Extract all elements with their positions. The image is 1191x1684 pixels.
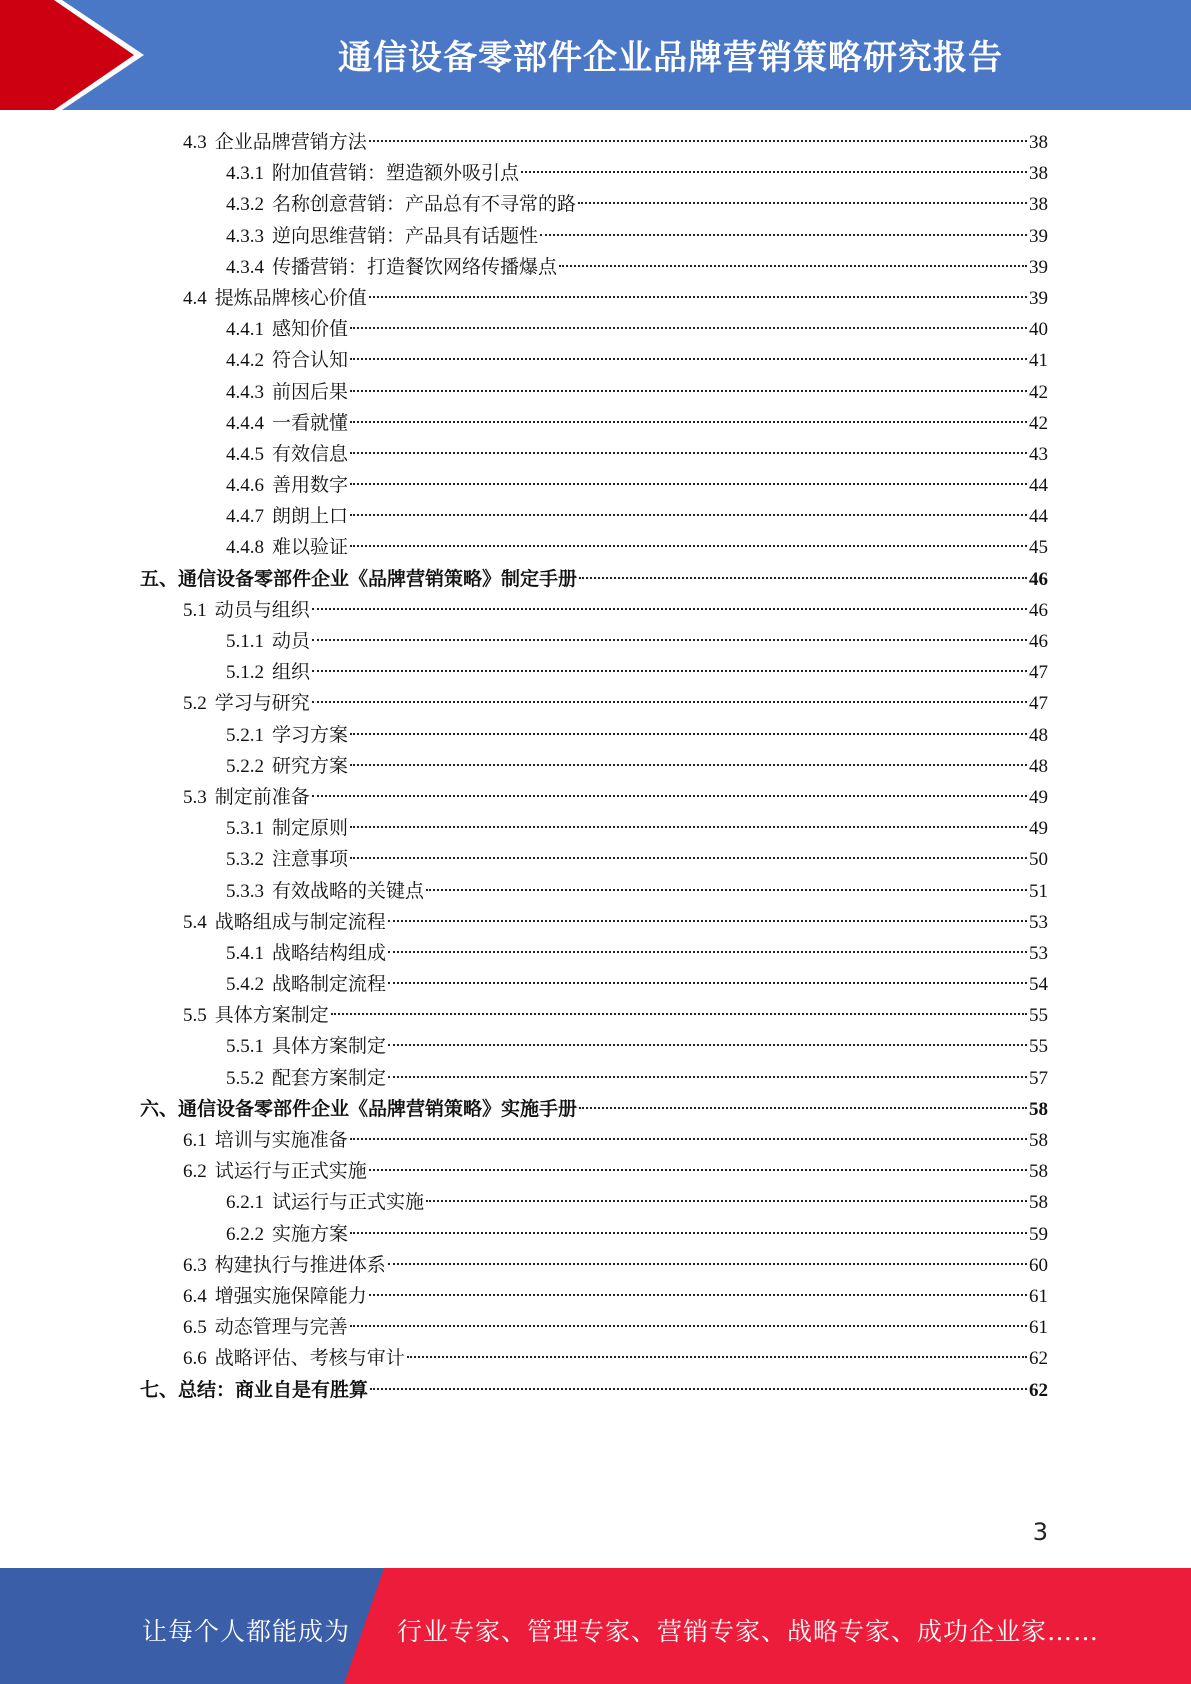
toc-entry-title: 动员与组织 <box>214 599 310 621</box>
toc-entry-heading <box>226 470 348 501</box>
toc-entry-page: 40 <box>1029 319 1048 341</box>
toc-dot-leader <box>312 795 1027 797</box>
toc-entry-heading <box>226 720 348 751</box>
toc-entry[interactable] <box>140 314 1048 345</box>
toc-dot-leader <box>369 1294 1027 1296</box>
toc-entry[interactable] <box>140 1281 1048 1312</box>
toc-entry-title: 一看就懂 <box>272 412 349 434</box>
toc-entry-heading <box>226 189 576 220</box>
toc-entry-page: 44 <box>1029 506 1048 528</box>
toc-entry[interactable] <box>140 688 1048 719</box>
toc-dot-leader <box>350 514 1027 516</box>
toc-entry[interactable] <box>140 1000 1048 1031</box>
toc-entry[interactable] <box>140 1031 1048 1062</box>
toc-entry[interactable] <box>140 439 1048 470</box>
toc-entry-page: 58 <box>1029 1130 1048 1151</box>
toc-dot-leader <box>350 358 1027 360</box>
toc-entry-heading <box>183 283 367 314</box>
toc-entry-title: 企业品牌营销方法 <box>214 132 367 153</box>
footer-slogan-right: 行业专家、管理专家、营销专家、战略专家、成功企业家…… <box>397 1617 1100 1646</box>
toc-entry-title: 制定前准备 <box>214 786 310 808</box>
toc-entry-heading <box>226 345 348 376</box>
toc-dot-leader <box>312 701 1027 703</box>
toc-entry[interactable] <box>140 969 1048 1000</box>
toc-dot-leader <box>350 857 1027 859</box>
toc-entry-number: 4.4.6 <box>226 475 264 497</box>
toc-entry-number: 4.3.1 <box>226 163 264 185</box>
toc-dot-leader <box>579 1107 1027 1109</box>
toc-entry-title: 具体方案制定 <box>272 1036 387 1058</box>
toc-entry-number: 4.4.1 <box>226 319 264 341</box>
toc-entry-heading <box>183 688 310 719</box>
toc-entry-page: 48 <box>1029 755 1048 777</box>
toc-entry-number: 6.2 <box>183 1161 207 1183</box>
toc-entry[interactable] <box>140 938 1048 969</box>
toc-entry-heading <box>226 1031 386 1062</box>
toc-dot-leader <box>578 202 1027 204</box>
toc-entry-title: 试运行与正式实施 <box>214 1161 367 1183</box>
toc-entry-number: 5.3.2 <box>226 849 264 871</box>
toc-entry-number: 4.3.2 <box>226 194 264 216</box>
toc-entry-title: 善用数字 <box>272 475 349 497</box>
toc-dot-leader <box>521 171 1027 173</box>
toc-entry-page: 45 <box>1029 537 1048 559</box>
toc-entry-title: 增强实施保障能力 <box>214 1285 367 1307</box>
toc-entry[interactable] <box>140 844 1048 875</box>
toc-entry-heading <box>226 221 538 252</box>
toc-entry[interactable] <box>140 1125 1048 1156</box>
toc-entry-page: 53 <box>1029 942 1048 964</box>
toc-entry-heading <box>183 1156 367 1187</box>
toc-entry-heading <box>183 782 310 813</box>
toc-entry-page: 58 <box>1029 1098 1048 1120</box>
toc-dot-leader <box>350 1325 1027 1327</box>
toc-dot-leader <box>350 826 1027 828</box>
toc-entry-title: 战略制定流程 <box>272 974 387 996</box>
toc-entry-number: 5.2.2 <box>226 755 264 777</box>
toc-entry-number: 4.4 <box>183 287 207 309</box>
toc-entry-title: 配套方案制定 <box>272 1067 387 1089</box>
toc-dot-leader <box>369 140 1027 142</box>
toc-entry-title: 实施方案 <box>272 1223 349 1245</box>
toc-entry-heading <box>226 751 348 782</box>
toc-entry-title: 五、通信设备零部件企业《品牌营销策略》制定手册 <box>140 568 578 590</box>
toc-entry-number: 5.5 <box>183 1005 207 1027</box>
toc-entry-title: 学习与研究 <box>214 693 310 715</box>
toc-entry-title: 附加值营销：塑造额外吸引点 <box>272 163 520 185</box>
toc-entry-title: 感知价值 <box>272 319 349 341</box>
toc-entry-page: 39 <box>1029 225 1048 247</box>
toc-entry-number: 4.4.2 <box>226 350 264 372</box>
toc-entry[interactable] <box>140 532 1048 563</box>
toc-entry-title: 战略评估、考核与审计 <box>214 1348 405 1370</box>
toc-entry[interactable] <box>140 158 1048 189</box>
toc-entry-heading <box>226 532 348 563</box>
toc-entry-heading <box>226 626 310 657</box>
toc-entry-number: 5.5.1 <box>226 1036 264 1058</box>
toc-entry-number: 5.4 <box>183 911 207 933</box>
toc-entry-title: 制定原则 <box>272 818 349 840</box>
toc-dot-leader <box>350 421 1027 423</box>
toc-dot-leader <box>312 670 1027 672</box>
toc-entry-number: 6.3 <box>183 1254 207 1276</box>
toc-entry[interactable] <box>140 813 1048 844</box>
toc-entry-heading <box>183 907 386 938</box>
toc-dot-leader <box>312 639 1027 641</box>
toc-entry[interactable] <box>140 221 1048 252</box>
toc-entry-number: 5.2 <box>183 693 207 715</box>
toc-entry-number: 4.3.3 <box>226 225 264 247</box>
toc-entry[interactable] <box>140 501 1048 532</box>
toc-entry-heading <box>183 595 310 626</box>
toc-entry-number: 6.2.2 <box>226 1223 264 1245</box>
toc-entry-page: 62 <box>1029 1348 1048 1370</box>
toc-entry-number: 5.3.1 <box>226 818 264 840</box>
toc-entry-title: 构建执行与推进体系 <box>214 1254 386 1276</box>
toc-entry[interactable] <box>140 1250 1048 1281</box>
toc-entry-title: 逆向思维营销：产品具有话题性 <box>272 225 539 247</box>
toc-entry-page: 41 <box>1029 350 1048 372</box>
toc-entry-heading <box>183 1250 386 1281</box>
toc-entry-number: 5.4.2 <box>226 974 264 996</box>
toc-entry-heading <box>183 1000 329 1031</box>
toc-dot-leader <box>388 920 1027 922</box>
toc-entry-page: 61 <box>1029 1285 1048 1307</box>
toc-entry-heading <box>226 501 348 532</box>
toc-entry-heading <box>183 1125 348 1156</box>
toc-entry-heading <box>226 938 386 969</box>
toc-entry-title: 具体方案制定 <box>214 1005 329 1027</box>
toc-dot-leader <box>350 390 1027 392</box>
toc-entry-heading <box>140 564 577 595</box>
toc-entry-page: 62 <box>1029 1379 1048 1401</box>
toc-entry-page: 60 <box>1029 1254 1048 1276</box>
toc-entry[interactable] <box>140 1312 1048 1343</box>
toc-dot-leader <box>350 733 1027 735</box>
toc-entry-page: 57 <box>1029 1067 1048 1089</box>
toc-dot-leader <box>426 1200 1027 1202</box>
toc-entry-heading <box>140 1094 577 1125</box>
toc-entry-page: 54 <box>1029 974 1048 996</box>
toc-entry-heading <box>183 1281 367 1312</box>
toc-entry-page: 47 <box>1029 693 1048 715</box>
toc-entry-number: 5.2.1 <box>226 724 264 746</box>
toc-entry-title: 名称创意营销：产品总有不寻常的路 <box>272 194 577 216</box>
toc-entry-page: 46 <box>1029 568 1048 590</box>
toc-dot-leader <box>407 1356 1027 1358</box>
toc-entry-title: 七、总结：商业自是有胜算 <box>140 1379 369 1401</box>
toc-entry[interactable] <box>140 283 1048 314</box>
table-of-contents <box>140 127 1048 1406</box>
toc-entry[interactable] <box>140 252 1048 283</box>
toc-entry-heading <box>183 1343 405 1374</box>
toc-entry-page: 51 <box>1029 880 1048 902</box>
toc-entry-number: 5.1.1 <box>226 631 264 652</box>
toc-entry-page: 48 <box>1029 724 1048 746</box>
toc-entry-number: 6.2.1 <box>226 1192 264 1214</box>
toc-entry-heading <box>226 158 519 189</box>
toc-dot-leader <box>369 1169 1027 1171</box>
toc-entry-page: 55 <box>1029 1005 1048 1027</box>
toc-entry-number: 6.6 <box>183 1348 207 1370</box>
toc-entry[interactable] <box>140 470 1048 501</box>
toc-entry[interactable] <box>140 1063 1048 1094</box>
toc-entry-number: 5.4.1 <box>226 942 264 964</box>
toc-entry-page: 50 <box>1029 849 1048 871</box>
toc-entry-number: 6.4 <box>183 1285 207 1307</box>
toc-entry-page: 55 <box>1029 1036 1048 1058</box>
toc-dot-leader <box>388 1044 1027 1046</box>
toc-entry-heading <box>226 1219 348 1250</box>
toc-entry-title: 试运行与正式实施 <box>272 1192 425 1214</box>
toc-entry-number: 6.1 <box>183 1130 207 1151</box>
toc-entry-heading <box>226 876 424 907</box>
toc-entry-page: 59 <box>1029 1223 1048 1245</box>
toc-entry-title: 有效战略的关键点 <box>272 880 425 902</box>
toc-entry-heading <box>226 844 348 875</box>
toc-entry-page: 42 <box>1029 412 1048 434</box>
toc-dot-leader <box>388 982 1027 984</box>
toc-entry[interactable] <box>140 345 1048 376</box>
toc-entry[interactable] <box>140 1156 1048 1187</box>
toc-dot-leader <box>350 764 1027 766</box>
toc-entry-page: 49 <box>1029 818 1048 840</box>
footer-slogan-left: 让每个人都能成为 <box>142 1617 351 1646</box>
toc-entry-number: 4.4.3 <box>226 381 264 403</box>
toc-entry[interactable] <box>140 189 1048 220</box>
header-chevron-decoration <box>0 0 160 110</box>
toc-entry-page: 47 <box>1029 662 1048 684</box>
toc-entry-title: 难以验证 <box>272 537 349 559</box>
footer-band <box>0 1568 1191 1684</box>
toc-dot-leader <box>350 452 1027 454</box>
toc-entry[interactable] <box>140 564 1048 595</box>
toc-dot-leader <box>331 1013 1027 1015</box>
toc-entry-number: 5.5.2 <box>226 1067 264 1089</box>
page-number: 3 <box>1032 1518 1048 1546</box>
toc-dot-leader <box>350 1232 1027 1234</box>
toc-entry[interactable] <box>140 377 1048 408</box>
toc-entry[interactable] <box>140 626 1048 657</box>
toc-entry-heading <box>226 1063 386 1094</box>
toc-entry[interactable] <box>140 1094 1048 1125</box>
toc-entry-title: 组织 <box>272 662 311 684</box>
toc-entry-number: 5.1.2 <box>226 662 264 684</box>
toc-entry-title: 战略组成与制定流程 <box>214 911 386 933</box>
toc-entry[interactable] <box>140 720 1048 751</box>
toc-entry-title: 动态管理与完善 <box>214 1317 348 1339</box>
toc-entry[interactable] <box>140 408 1048 439</box>
toc-entry-number: 4.4.5 <box>226 443 264 465</box>
toc-entry-page: 38 <box>1029 163 1048 185</box>
toc-entry[interactable] <box>140 907 1048 938</box>
toc-entry-heading <box>226 377 348 408</box>
toc-entry-page: 44 <box>1029 475 1048 497</box>
toc-entry-page: 46 <box>1029 599 1048 621</box>
toc-entry-page: 58 <box>1029 1192 1048 1214</box>
toc-entry-title: 研究方案 <box>272 755 349 777</box>
toc-entry-number: 4.3 <box>183 132 207 153</box>
toc-entry-number: 5.3 <box>183 786 207 808</box>
toc-dot-leader <box>369 296 1027 298</box>
toc-entry-page: 38 <box>1029 132 1048 153</box>
toc-entry-heading <box>226 813 348 844</box>
toc-dot-leader <box>540 234 1027 236</box>
toc-entry-heading <box>140 1375 368 1406</box>
toc-entry-page: 61 <box>1029 1317 1048 1339</box>
toc-entry[interactable] <box>140 751 1048 782</box>
toc-entry-heading <box>226 1187 424 1218</box>
toc-entry[interactable] <box>140 127 1048 158</box>
toc-entry[interactable] <box>140 595 1048 626</box>
toc-entry-title: 六、通信设备零部件企业《品牌营销策略》实施手册 <box>140 1098 578 1120</box>
toc-dot-leader <box>559 265 1027 267</box>
toc-entry-heading <box>226 657 310 688</box>
toc-entry-page: 49 <box>1029 786 1048 808</box>
toc-entry-number: 5.1 <box>183 599 207 621</box>
toc-entry[interactable] <box>140 1343 1048 1374</box>
toc-entry-title: 朗朗上口 <box>272 506 349 528</box>
toc-entry-page: 39 <box>1029 256 1048 278</box>
toc-entry-number: 4.4.4 <box>226 412 264 434</box>
toc-entry-title: 符合认知 <box>272 350 349 372</box>
toc-entry-heading <box>183 127 367 158</box>
toc-dot-leader <box>388 1076 1027 1078</box>
toc-entry-title: 传播营销：打造餐饮网络传播爆点 <box>272 256 558 278</box>
toc-entry-title: 注意事项 <box>272 849 349 871</box>
toc-entry-number: 4.4.7 <box>226 506 264 528</box>
toc-entry-page: 46 <box>1029 631 1048 652</box>
toc-entry-heading <box>226 314 348 345</box>
toc-entry-heading <box>226 252 557 283</box>
toc-entry-heading <box>226 439 348 470</box>
toc-dot-leader <box>370 1388 1027 1390</box>
toc-entry-page: 53 <box>1029 911 1048 933</box>
toc-dot-leader <box>388 1263 1027 1265</box>
toc-entry[interactable] <box>140 876 1048 907</box>
toc-entry-page: 43 <box>1029 443 1048 465</box>
toc-entry-heading <box>183 1312 348 1343</box>
toc-dot-leader <box>388 951 1027 953</box>
toc-entry[interactable] <box>140 1187 1048 1218</box>
toc-entry[interactable] <box>140 1375 1048 1406</box>
toc-dot-leader <box>350 327 1027 329</box>
toc-entry-title: 提炼品牌核心价值 <box>214 287 367 309</box>
toc-entry-page: 42 <box>1029 381 1048 403</box>
toc-dot-leader <box>350 545 1027 547</box>
toc-entry-title: 学习方案 <box>272 724 349 746</box>
toc-entry-title: 战略结构组成 <box>272 942 387 964</box>
document-title: 通信设备零部件企业品牌营销策略研究报告 <box>338 38 1003 78</box>
toc-entry-number: 4.3.4 <box>226 256 264 278</box>
toc-entry-heading <box>226 408 348 439</box>
toc-entry[interactable] <box>140 782 1048 813</box>
toc-dot-leader <box>426 889 1027 891</box>
toc-dot-leader <box>350 1138 1027 1140</box>
toc-entry-title: 培训与实施准备 <box>214 1130 348 1151</box>
toc-dot-leader <box>579 577 1027 579</box>
toc-dot-leader <box>350 483 1027 485</box>
toc-entry-title: 前因后果 <box>272 381 349 403</box>
toc-dot-leader <box>312 608 1027 610</box>
toc-entry[interactable] <box>140 1219 1048 1250</box>
toc-entry-title: 动员 <box>272 631 311 652</box>
toc-entry-number: 4.4.8 <box>226 537 264 559</box>
toc-entry-page: 38 <box>1029 194 1048 216</box>
toc-entry-page: 58 <box>1029 1161 1048 1183</box>
toc-entry-number: 5.3.3 <box>226 880 264 902</box>
toc-entry-page: 39 <box>1029 287 1048 309</box>
toc-entry-heading <box>226 969 386 1000</box>
toc-entry-title: 有效信息 <box>272 443 349 465</box>
toc-entry-number: 6.5 <box>183 1317 207 1339</box>
toc-entry[interactable] <box>140 657 1048 688</box>
